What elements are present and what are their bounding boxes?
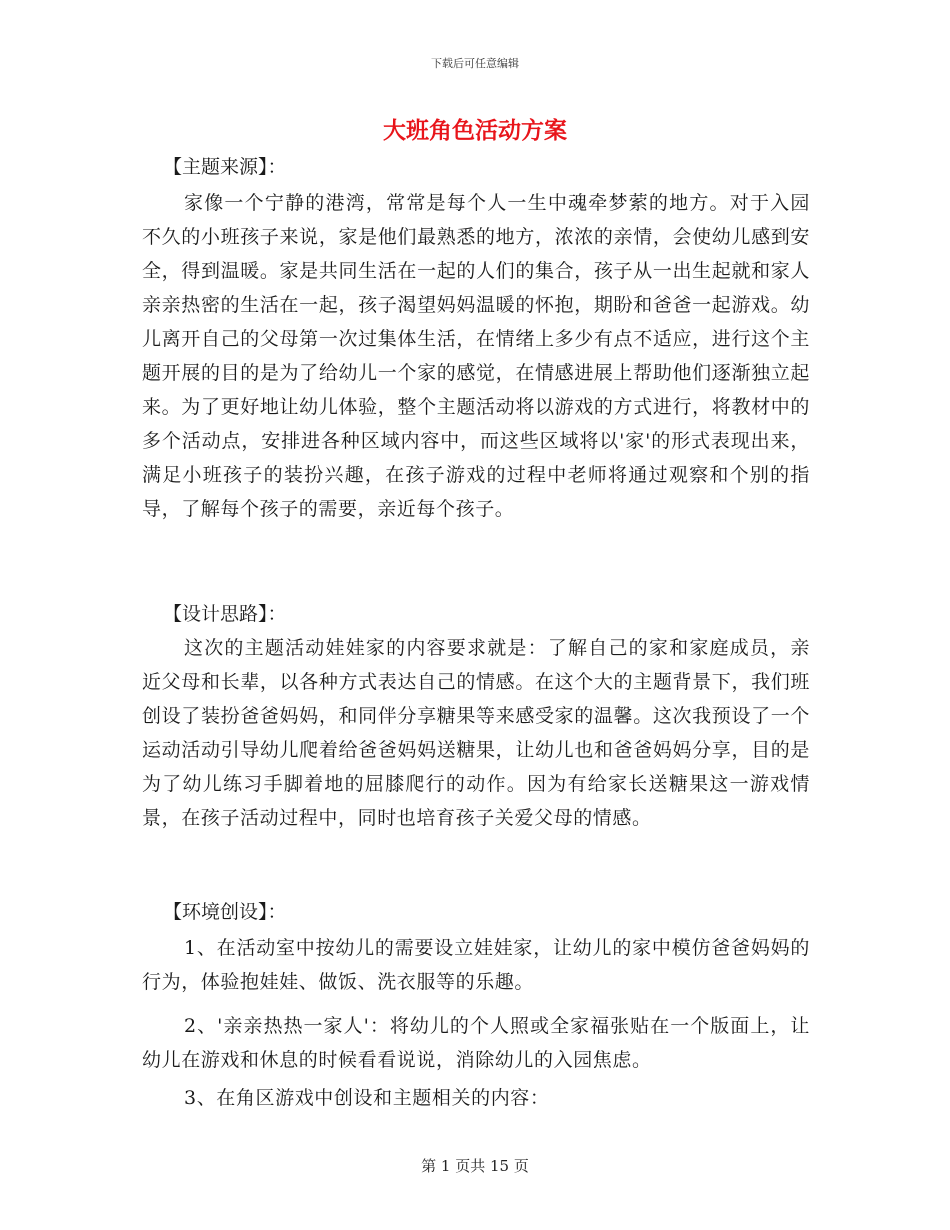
paragraph-source: 家像一个宁静的港湾，常常是每个人一生中魂牵梦萦的地方。对于入园不久的小班孩子来说，家是他们最熟悉的地方，浓浓的亲情，会使幼儿感到安全，得到温暖。家是共同生活在一起的人们的集合，孩子从一出生起就和家人亲亲热密的生活在一起，孩子渴望妈妈温暖的怀抱，期盼和爸爸一起游戏。幼儿离开自己的父母第一次过集体生活，在情绪上多少有点不适应，进行这个主题开展的目的是为了给幼儿一个家的感觉，在情感进展上帮助他们逐渐独立起来。为了更好地让幼儿体验，整个主题活动将以游戏的方式进行，将教材中的多个活动点，安排进各种区域内容中，而这些区域将以'家'的形式表现出来，满足小班孩子的装扮兴趣，在孩子游戏的过程中老师将通过观察和个别的指导，了解每个孩子的需要，亲近每个孩子。	[142, 192, 810, 520]
header-note: 下载后可任意编辑	[431, 57, 519, 70]
env-item-3: 3、在角区游戏中创设和主题相关的内容：	[184, 1087, 550, 1109]
env-item-1: 1、在活动室中按幼儿的需要设立娃娃家，让幼儿的家中模仿爸爸妈妈的行为，体验抱娃娃、做饭、洗衣服等的乐趣。	[142, 937, 810, 993]
env-item-2: 2、'亲亲热热一家人'：将幼儿的个人照或全家福张贴在一个版面上，让幼儿在游戏和休息的时候看看说说，消除幼儿的入园焦虑。	[142, 1015, 810, 1071]
page-footer: 第 1 页共 15 页	[421, 1157, 529, 1175]
section-heading-source: 【主题来源】：	[163, 156, 287, 178]
document-title: 大班角色活动方案	[383, 118, 567, 144]
paragraph-design: 这次的主题活动娃娃家的内容要求就是：了解自己的家和家庭成员，亲近父母和长辈，以各种方式表达自己的情感。在这个大的主题背景下，我们班创设了装扮爸爸妈妈，和同伴分享糖果等来感受家的温馨。这次我预设了一个运动活动引导幼儿爬着给爸爸妈妈送糖果，让幼儿也和爸爸妈妈分享，目的是为了幼儿练习手脚着地的屈膝爬行的动作。因为有给家长送糖果这一游戏情景，在孩子活动过程中，同时也培育孩子关爱父母的情感。	[142, 637, 810, 829]
section-heading-design: 【设计思路】：	[163, 603, 287, 625]
section-heading-environment: 【环境创设】：	[163, 901, 287, 923]
